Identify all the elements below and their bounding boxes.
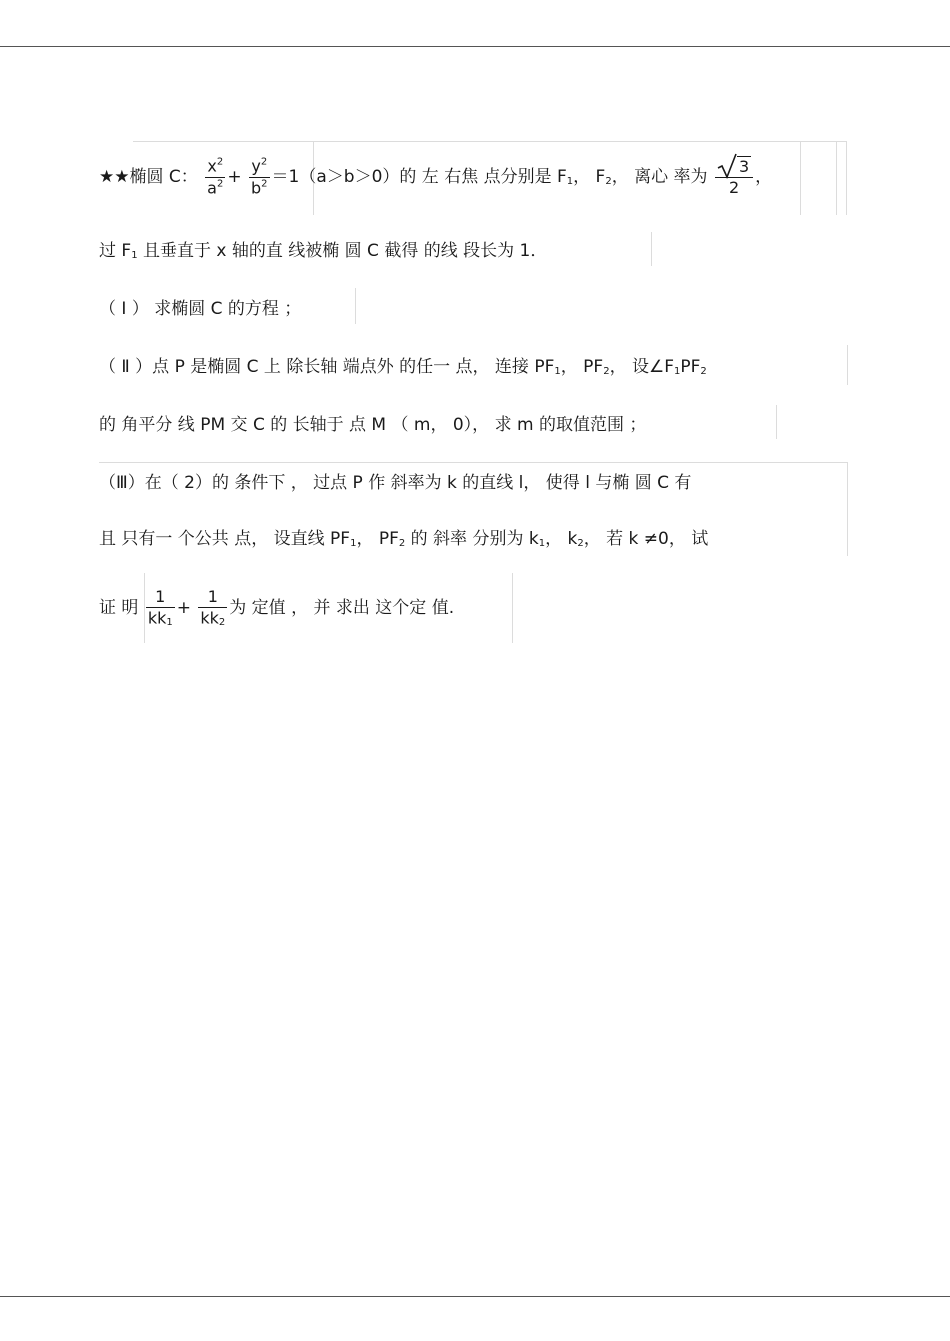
subscript: 2: [603, 366, 610, 377]
subscript: 1: [554, 366, 561, 377]
fraction-x2-over-a2: [205, 156, 225, 198]
subscript: 1: [131, 250, 138, 261]
radicand: 3: [738, 156, 750, 176]
line-text: ， 若 k ≠0， 试: [583, 529, 709, 549]
denominator: b: [251, 178, 262, 197]
guide-line: [651, 232, 652, 266]
guide-line: [355, 288, 356, 324]
part-2-question-line-2: 的 角平分 线 PM 交 C 的 长轴于 点 M （ m， 0）， 求 m 的取值范围 ；: [99, 415, 647, 435]
denominator: kk: [147, 608, 167, 628]
fraction-y2-over-b2: [249, 156, 270, 198]
denominator: 2: [728, 177, 740, 197]
exponent: 2: [216, 178, 224, 190]
line-text: ，: [755, 167, 773, 187]
subscript: 2: [218, 617, 226, 628]
line-text: 的 斜率 分别为 k: [405, 529, 539, 549]
line-text: ， 离心 率为: [611, 167, 708, 187]
numerator: y: [251, 156, 261, 176]
part-3-question-line-2: [99, 528, 708, 550]
plus-sign: +: [227, 167, 242, 187]
line-text: PF: [680, 357, 701, 377]
line-text: ， PF: [356, 529, 399, 549]
exponent: 2: [261, 178, 268, 190]
line-text: ， 设∠F: [609, 357, 674, 377]
header-rule: [0, 46, 950, 47]
guide-line: [800, 141, 801, 215]
difficulty-stars: ★★: [99, 167, 130, 187]
denominator: a: [207, 178, 217, 197]
sqrt-sign-icon: [717, 153, 737, 179]
numerator: 1: [155, 587, 166, 606]
line-text: 为 定值 ， 并 求出 这个定 值.: [229, 597, 455, 618]
denominator: kk: [200, 608, 219, 628]
part-1-question: （ Ⅰ ） 求椭圆 C 的方程 ；: [99, 299, 302, 319]
subscript: 1: [566, 176, 574, 187]
guide-line: [512, 573, 513, 643]
subscript: 1: [538, 538, 546, 549]
line-text: ， F: [573, 167, 606, 187]
eccentricity-fraction: [715, 156, 753, 198]
line-text: （ Ⅱ ）点 P 是椭圆 C 上 除长轴 端点外 的任一 点， 连接 PF: [99, 357, 555, 377]
subscript: 2: [577, 538, 584, 549]
guide-line: [846, 141, 847, 215]
part-2-question-line-1: [99, 356, 707, 378]
exponent: 2: [216, 156, 224, 168]
sqrt-radical: [717, 156, 751, 177]
part-3-question-line-3: [99, 587, 454, 629]
fraction-1-over-kk2: [198, 587, 227, 629]
numerator: 1: [207, 587, 218, 606]
guide-line: [99, 462, 847, 463]
guide-line: [133, 141, 313, 142]
line-text: 且 只有一 个公共 点， 设直线 PF: [99, 529, 351, 549]
footer-rule: [0, 1296, 950, 1297]
subscript: 2: [605, 176, 612, 187]
line-text: 过 F: [99, 241, 132, 261]
line-text: 证 明: [99, 597, 139, 618]
subscript: 2: [398, 538, 406, 549]
fraction-1-over-kk1: [146, 587, 175, 629]
line-text: ， PF: [560, 357, 604, 377]
subscript: 1: [674, 366, 681, 377]
numerator: x: [207, 156, 217, 176]
guide-line: [313, 141, 847, 142]
line-text: 椭圆 C：: [129, 167, 198, 187]
guide-line: [836, 141, 837, 215]
line-text: 且垂直于 x 轴的直 线被椭 圆 C 截得 的线 段长为 1．: [137, 241, 548, 261]
subscript: 1: [350, 538, 357, 549]
problem-line-1: [99, 156, 772, 198]
guide-line: [847, 345, 848, 385]
problem-line-2: [99, 240, 547, 262]
line-text: ＝1（a＞b＞0）的 左 右焦 点分别是 F: [271, 167, 567, 187]
subscript: 1: [166, 617, 173, 628]
plus-sign: +: [176, 597, 191, 618]
line-text: ， k: [545, 529, 578, 549]
subscript: 2: [700, 366, 707, 377]
guide-line: [847, 462, 848, 556]
part-3-question-line-1: （Ⅲ）在（ 2）的 条件下 ， 过点 P 作 斜率为 k 的直线 l， 使得 l 与椭 圆 C 有: [99, 473, 692, 493]
exponent: 2: [260, 156, 268, 168]
guide-line: [776, 405, 777, 439]
